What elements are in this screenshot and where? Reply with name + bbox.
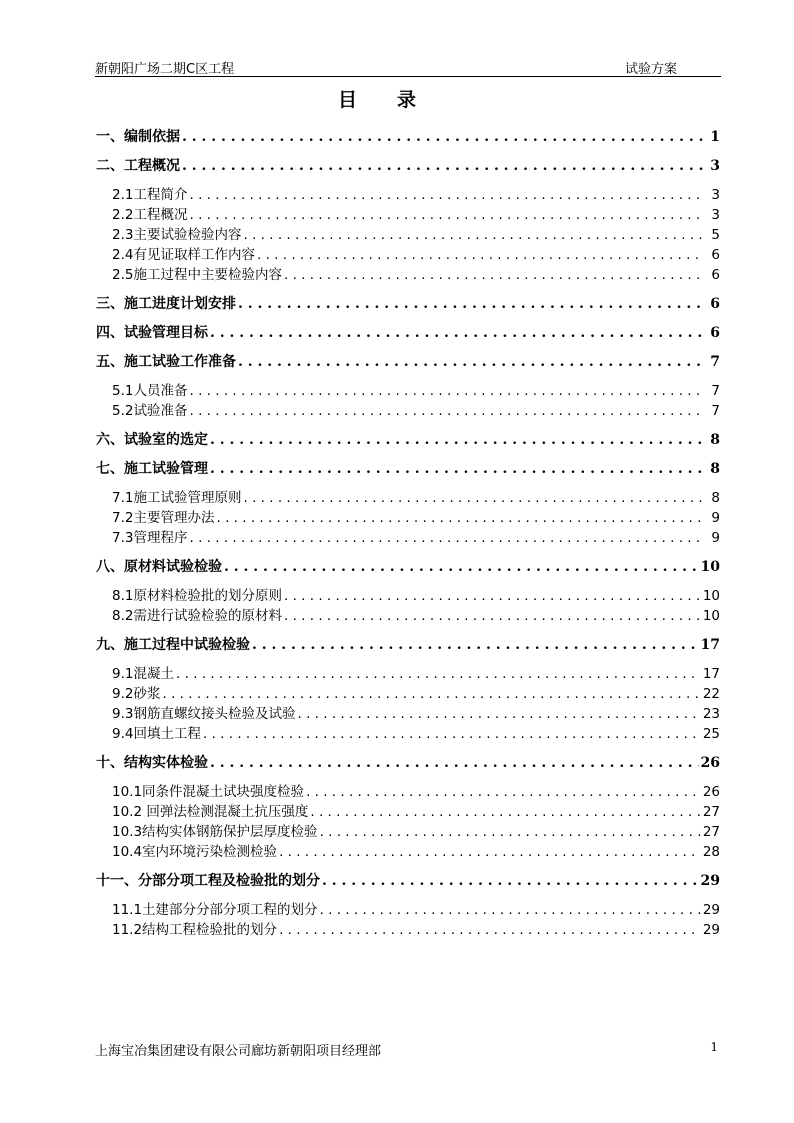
toc-entry-page-number: 27 (702, 824, 720, 840)
toc-dot-leader (176, 666, 701, 682)
toc-entry-page-number: 10 (702, 588, 720, 604)
header-project-name: 新朝阳广场二期C区工程 (95, 62, 235, 77)
toc-dot-leader (203, 726, 701, 742)
toc-section-entry[interactable] (96, 379, 720, 399)
toc-entry-page-number: 7 (711, 383, 720, 399)
toc-dot-leader (162, 686, 700, 702)
toc-entry-label: 一、编制依据 (96, 129, 180, 145)
toc-section-entry[interactable] (96, 243, 720, 263)
toc-entry-label: 7.2主要管理办法 (112, 510, 215, 526)
toc-entry-label: 六、试验室的选定 (96, 432, 208, 448)
toc-entry-label: 10.1同条件混凝土试块强度检验 (112, 784, 305, 800)
toc-section-entry[interactable] (96, 604, 720, 624)
toc-dot-leader (284, 267, 704, 283)
toc-entry-page-number: 6 (710, 296, 720, 312)
toc-dot-leader (243, 227, 704, 243)
toc-dot-leader (224, 559, 699, 575)
toc-chapter-entry[interactable] (96, 293, 720, 312)
toc-chapter-entry[interactable] (96, 634, 720, 653)
toc-section-entry[interactable] (96, 506, 720, 526)
toc-entry-label: 九、施工过程中试验检验 (96, 637, 250, 653)
toc-entry-page-number: 17 (700, 637, 720, 653)
toc-entry-page-number: 29 (702, 922, 720, 938)
toc-entry-page-number: 22 (702, 686, 720, 702)
page-footer (95, 1040, 721, 1059)
toc-entry-page-number: 26 (702, 784, 720, 800)
toc-dot-leader (238, 296, 704, 312)
toc-section-entry[interactable] (96, 702, 720, 722)
toc-dot-leader (182, 129, 704, 145)
toc-dot-leader (306, 784, 701, 800)
toc-chapter-entry[interactable] (96, 429, 720, 448)
toc-entry-label: 10.2 回弹法检测混凝土抗压强度 (112, 804, 309, 820)
toc-entry-label: 二、工程概况 (96, 158, 180, 174)
toc-chapter-entry[interactable] (96, 458, 720, 477)
toc-entry-label: 三、施工进度计划安排 (96, 296, 236, 312)
footer-page-number: 1 (710, 1040, 718, 1054)
toc-entry-page-number: 29 (702, 902, 720, 918)
toc-dot-leader (284, 608, 701, 624)
toc-title: 目录 (337, 89, 456, 111)
toc-entry-page-number: 29 (700, 873, 720, 889)
toc-entry-label: 11.1土建部分分部分项工程的划分 (112, 902, 318, 918)
toc-entry-page-number: 17 (702, 666, 720, 682)
toc-entry-label: 5.2试验准备 (112, 403, 188, 419)
toc-section-entry[interactable] (96, 584, 720, 604)
toc-dot-leader (257, 247, 704, 263)
toc-dot-leader (210, 325, 704, 341)
toc-section-entry[interactable] (96, 840, 720, 860)
toc-entry-page-number: 8 (710, 432, 720, 448)
toc-section-entry[interactable] (96, 183, 720, 203)
toc-dot-leader (210, 755, 699, 771)
toc-entry-label: 8.2需进行试验检验的原材料 (112, 608, 282, 624)
header-doc-type: 试验方案 (624, 62, 677, 77)
toc-entry-page-number: 5 (711, 227, 720, 243)
toc-dot-leader (297, 706, 700, 722)
toc-entry-label: 7.1施工试验管理原则 (112, 490, 242, 506)
toc-entry-page-number: 3 (711, 207, 720, 223)
toc-chapter-entry[interactable] (96, 155, 720, 174)
toc-dot-leader (189, 403, 704, 419)
toc-dot-leader (189, 207, 704, 223)
toc-entry-label: 10.4室内环境污染检测检验 (112, 844, 278, 860)
toc-chapter-entry[interactable] (96, 752, 720, 771)
toc-entry-label: 5.1人员准备 (112, 383, 188, 399)
toc-entry-label: 十、结构实体检验 (96, 755, 208, 771)
page-header (95, 58, 721, 77)
toc-dot-leader (320, 824, 701, 840)
toc-chapter-entry[interactable] (96, 870, 720, 889)
toc-dot-leader (279, 922, 701, 938)
toc-section-entry[interactable] (96, 918, 720, 938)
toc-section-entry[interactable] (96, 662, 720, 682)
toc-entry-page-number: 10 (702, 608, 720, 624)
toc-section-entry[interactable] (96, 223, 720, 243)
toc-entry-label: 2.4有见证取样工作内容 (112, 247, 255, 263)
toc-entry-page-number: 6 (711, 247, 720, 263)
toc-chapter-entry[interactable] (96, 351, 720, 370)
toc-entry-label: 8.1原材料检验批的划分原则 (112, 588, 282, 604)
toc-section-entry[interactable] (96, 526, 720, 546)
toc-entry-page-number: 8 (711, 490, 720, 506)
toc-entry-label: 2.1工程简介 (112, 187, 188, 203)
toc-section-entry[interactable] (96, 203, 720, 223)
toc-section-entry[interactable] (96, 820, 720, 840)
toc-entry-page-number: 28 (702, 844, 720, 860)
toc-entry-page-number: 8 (710, 461, 720, 477)
toc-entry-page-number: 1 (710, 129, 720, 145)
toc-entry-label: 7.3管理程序 (112, 530, 188, 546)
table-of-contents (96, 116, 720, 938)
toc-entry-label: 2.2工程概况 (112, 207, 188, 223)
toc-dot-leader (310, 804, 700, 820)
toc-chapter-entry[interactable] (96, 126, 720, 145)
toc-entry-label: 五、施工试验工作准备 (96, 354, 236, 370)
footer-company: 上海宝冶集团建设有限公司廊坊新朝阳项目经理部 (95, 1044, 382, 1059)
toc-entry-label: 七、施工试验管理 (96, 461, 208, 477)
toc-entry-page-number: 9 (711, 530, 720, 546)
toc-entry-page-number: 25 (702, 726, 720, 742)
toc-dot-leader (210, 432, 704, 448)
toc-entry-label: 十一、分部分项工程及检验批的划分 (96, 873, 320, 889)
toc-entry-label: 八、原材料试验检验 (96, 559, 222, 575)
toc-section-entry[interactable] (96, 898, 720, 918)
toc-section-entry[interactable] (96, 399, 720, 419)
toc-chapter-entry[interactable] (96, 322, 720, 341)
toc-section-entry[interactable] (96, 486, 720, 506)
toc-dot-leader (189, 530, 704, 546)
toc-dot-leader (322, 873, 699, 889)
toc-entry-label: 9.2砂浆 (112, 686, 161, 702)
toc-dot-leader (279, 844, 701, 860)
toc-section-entry[interactable] (96, 800, 720, 820)
toc-entry-page-number: 6 (711, 267, 720, 283)
toc-dot-leader (243, 490, 704, 506)
toc-entry-page-number: 9 (711, 510, 720, 526)
toc-dot-leader (320, 902, 701, 918)
toc-entry-page-number: 27 (702, 804, 720, 820)
toc-entry-page-number: 3 (711, 187, 720, 203)
toc-entry-label: 2.5施工过程中主要检验内容 (112, 267, 282, 283)
toc-entry-label: 2.3主要试验检验内容 (112, 227, 242, 243)
toc-dot-leader (182, 158, 704, 174)
toc-dot-leader (189, 383, 704, 399)
toc-section-entry[interactable] (96, 682, 720, 702)
toc-dot-leader (210, 461, 704, 477)
toc-entry-label: 9.3钢筋直螺纹接头检验及试验 (112, 706, 296, 722)
toc-entry-page-number: 7 (711, 403, 720, 419)
toc-entry-label: 11.2结构工程检验批的划分 (112, 922, 278, 938)
toc-entry-label: 9.4回填土工程 (112, 726, 201, 742)
toc-entry-page-number: 3 (710, 158, 720, 174)
toc-entry-label: 四、试验管理目标 (96, 325, 208, 341)
toc-dot-leader (284, 588, 701, 604)
toc-entry-label: 9.1混凝土 (112, 666, 174, 682)
toc-dot-leader (238, 354, 704, 370)
toc-dot-leader (189, 187, 704, 203)
toc-entry-label: 10.3结构实体钢筋保护层厚度检验 (112, 824, 318, 840)
toc-section-entry[interactable] (96, 780, 720, 800)
toc-dot-leader (216, 510, 704, 526)
toc-section-entry[interactable] (96, 263, 720, 283)
toc-entry-page-number: 10 (700, 559, 720, 575)
toc-entry-page-number: 23 (702, 706, 720, 722)
toc-chapter-entry[interactable] (96, 556, 720, 575)
toc-entry-page-number: 6 (710, 325, 720, 341)
toc-section-entry[interactable] (96, 722, 720, 742)
toc-dot-leader (252, 637, 699, 653)
toc-entry-page-number: 7 (710, 354, 720, 370)
toc-entry-page-number: 26 (700, 755, 720, 771)
